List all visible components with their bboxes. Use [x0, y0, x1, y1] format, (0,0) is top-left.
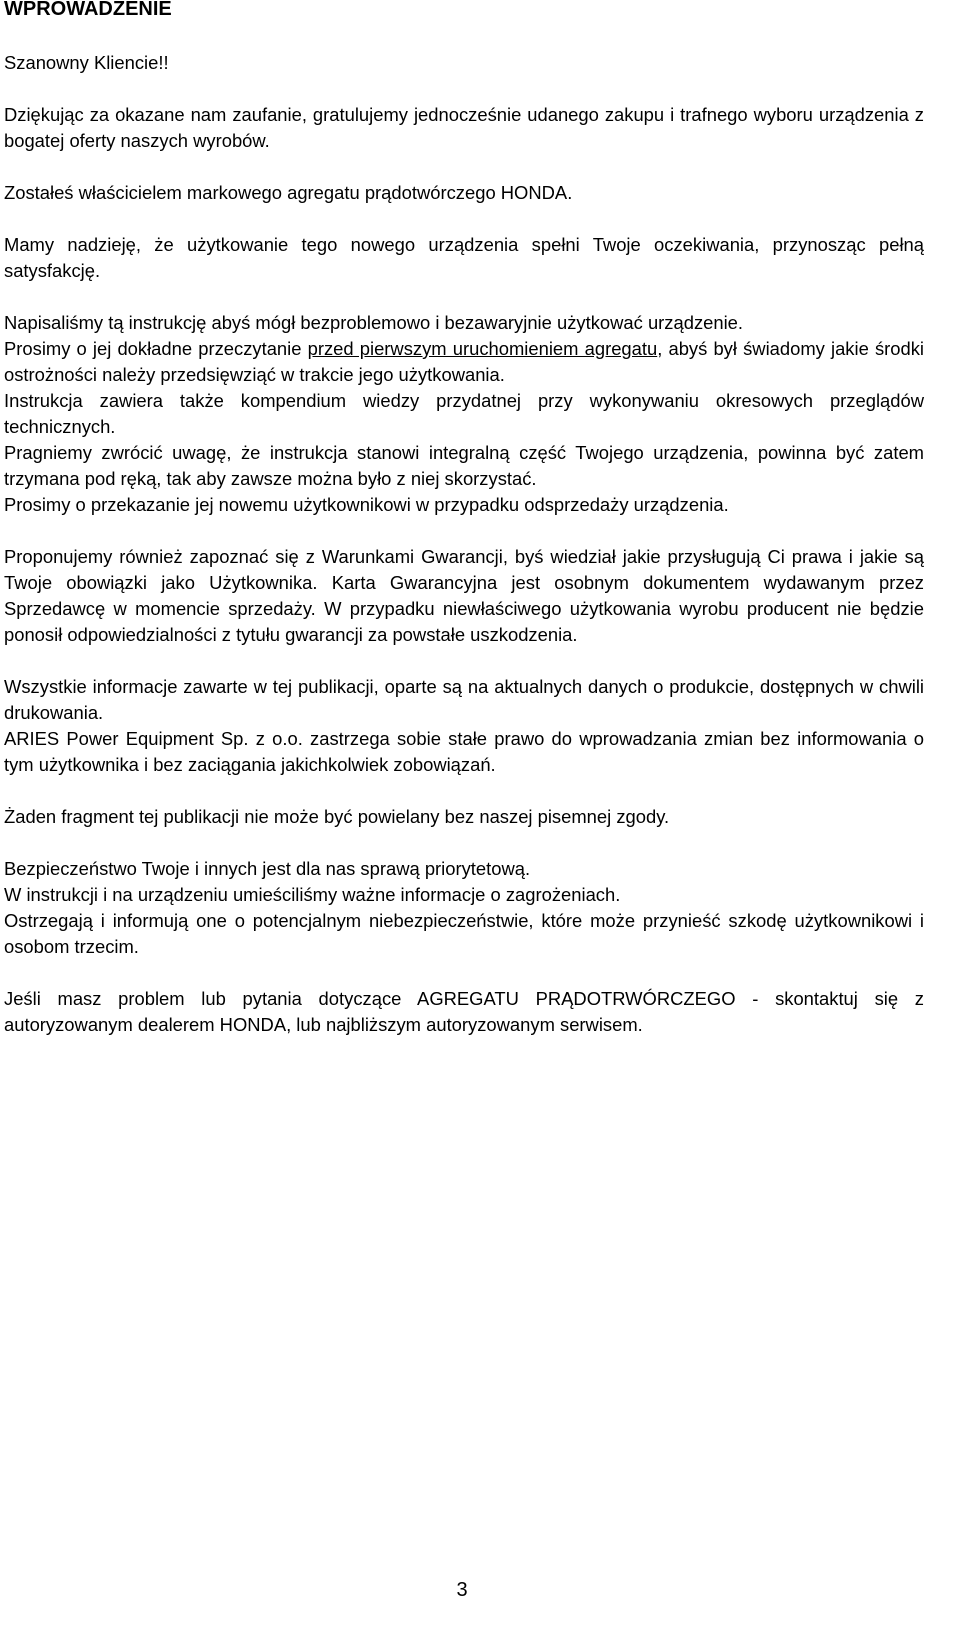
spacer: [4, 76, 924, 102]
paragraph-placed: W instrukcji i na urządzeniu umieściliśmy ważne informacje o zagrożeniach.: [4, 884, 621, 905]
page-number: 3: [456, 1579, 468, 1601]
paragraph-compendium: Instrukcja zawiera także kompendium wiedzy przydatnej przy wykonywaniu okresowych przeglądów technicznych.: [4, 390, 924, 437]
spacer: [4, 24, 924, 50]
spacer: [4, 830, 924, 856]
paragraph-warranty: Proponujemy również zapoznać się z Warunkami Gwarancji, byś wiedział jakie przysługują Ci prawa i jakie są Twoje obowiązki jako Użytkownika. Karta Gwarancyjna jest osobnym dokumentem wydawanym przez Sprzedawcę w momencie sprzedaży. W przypadku niewłaściwego użytkowania wyrobu producent nie będzie ponosił odpowiedzialności z tytułu gwarancji za powstałe uszkodzenia.: [4, 546, 924, 645]
paragraph-thanks: Dziękując za okazane nam zaufanie, gratulujemy jednocześnie udanego zakupu i trafnego wyboru urządzenia z bogatej oferty naszych wyrobów.: [4, 104, 924, 151]
underlined-phrase: przed pierwszym uruchomieniem agregatu: [307, 338, 658, 359]
spacer: [4, 648, 924, 674]
paragraph-safety: Bezpieczeństwo Twoje i innych jest dla nas sprawą priorytetową.: [4, 858, 531, 879]
paragraph-please-end: , abyś był świadomy jakie środki ostrożności należy przedsięwziąć w trakcie jego użytkowania.: [4, 338, 925, 385]
greeting: Szanowny Kliencie!!: [4, 52, 169, 73]
paragraph-attention: Pragniemy zwrócić uwagę, że instrukcja stanowi integralną część Twojego urządzenia, powinna być zatem trzymana pod ręką, tak aby zawsze można było z niej skorzystać.: [4, 442, 924, 489]
spacer: [4, 154, 924, 180]
paragraph-owner: Zostałeś właścicielem markowego agregatu prądotwórczego HONDA.: [4, 182, 573, 203]
spacer: [4, 518, 924, 544]
paragraph-copyright: Żaden fragment tej publikacji nie może być powielany bez naszej pisemnej zgody.: [4, 806, 670, 827]
paragraph-transfer: Prosimy o przekazanie jej nowemu użytkownikowi w przypadku odsprzedaży urządzenia.: [4, 494, 729, 515]
paragraph-contact: Jeśli masz problem lub pytania dotyczące AGREGATU PRĄDOTRWÓRCZEGO - skontaktuj się z autoryzowanym dealerem HONDA, lub najbliższym autoryzowanym serwisem.: [4, 988, 924, 1035]
paragraph-please-start: Prosimy o jej dokładne przeczytanie: [4, 338, 308, 359]
spacer: [4, 778, 924, 804]
spacer: [4, 284, 924, 310]
spacer: [4, 206, 924, 232]
paragraph-written: Napisaliśmy tą instrukcję abyś mógł bezproblemowo i bezawaryjnie użytkować urządzenie.: [4, 312, 744, 333]
paragraph-hope: Mamy nadzieję, że użytkowanie tego nowego urządzenia spełni Twoje oczekiwania, przynosząc pełną satysfakcję.: [4, 234, 924, 281]
paragraph-info: Wszystkie informacje zawarte w tej publikacji, oparte są na aktualnych danych o produkcie, dostępnych w chwili drukowania.: [4, 676, 924, 723]
document-page: [4, 0, 924, 1038]
paragraph-please: [4, 336, 924, 388]
spacer: [4, 960, 924, 986]
paragraph-warn: Ostrzegają i informują one o potencjalnym niebezpieczeństwie, które może przynieść szkodę użytkownikowi i osobom trzecim.: [4, 910, 924, 957]
paragraph-aries: ARIES Power Equipment Sp. z o.o. zastrzega sobie stałe prawo do wprowadzania zmian bez informowania o tym użytkownika i bez zaciągania jakichkolwiek zobowiązań.: [4, 728, 924, 775]
section-heading: WPROWADZENIE: [4, 0, 172, 20]
